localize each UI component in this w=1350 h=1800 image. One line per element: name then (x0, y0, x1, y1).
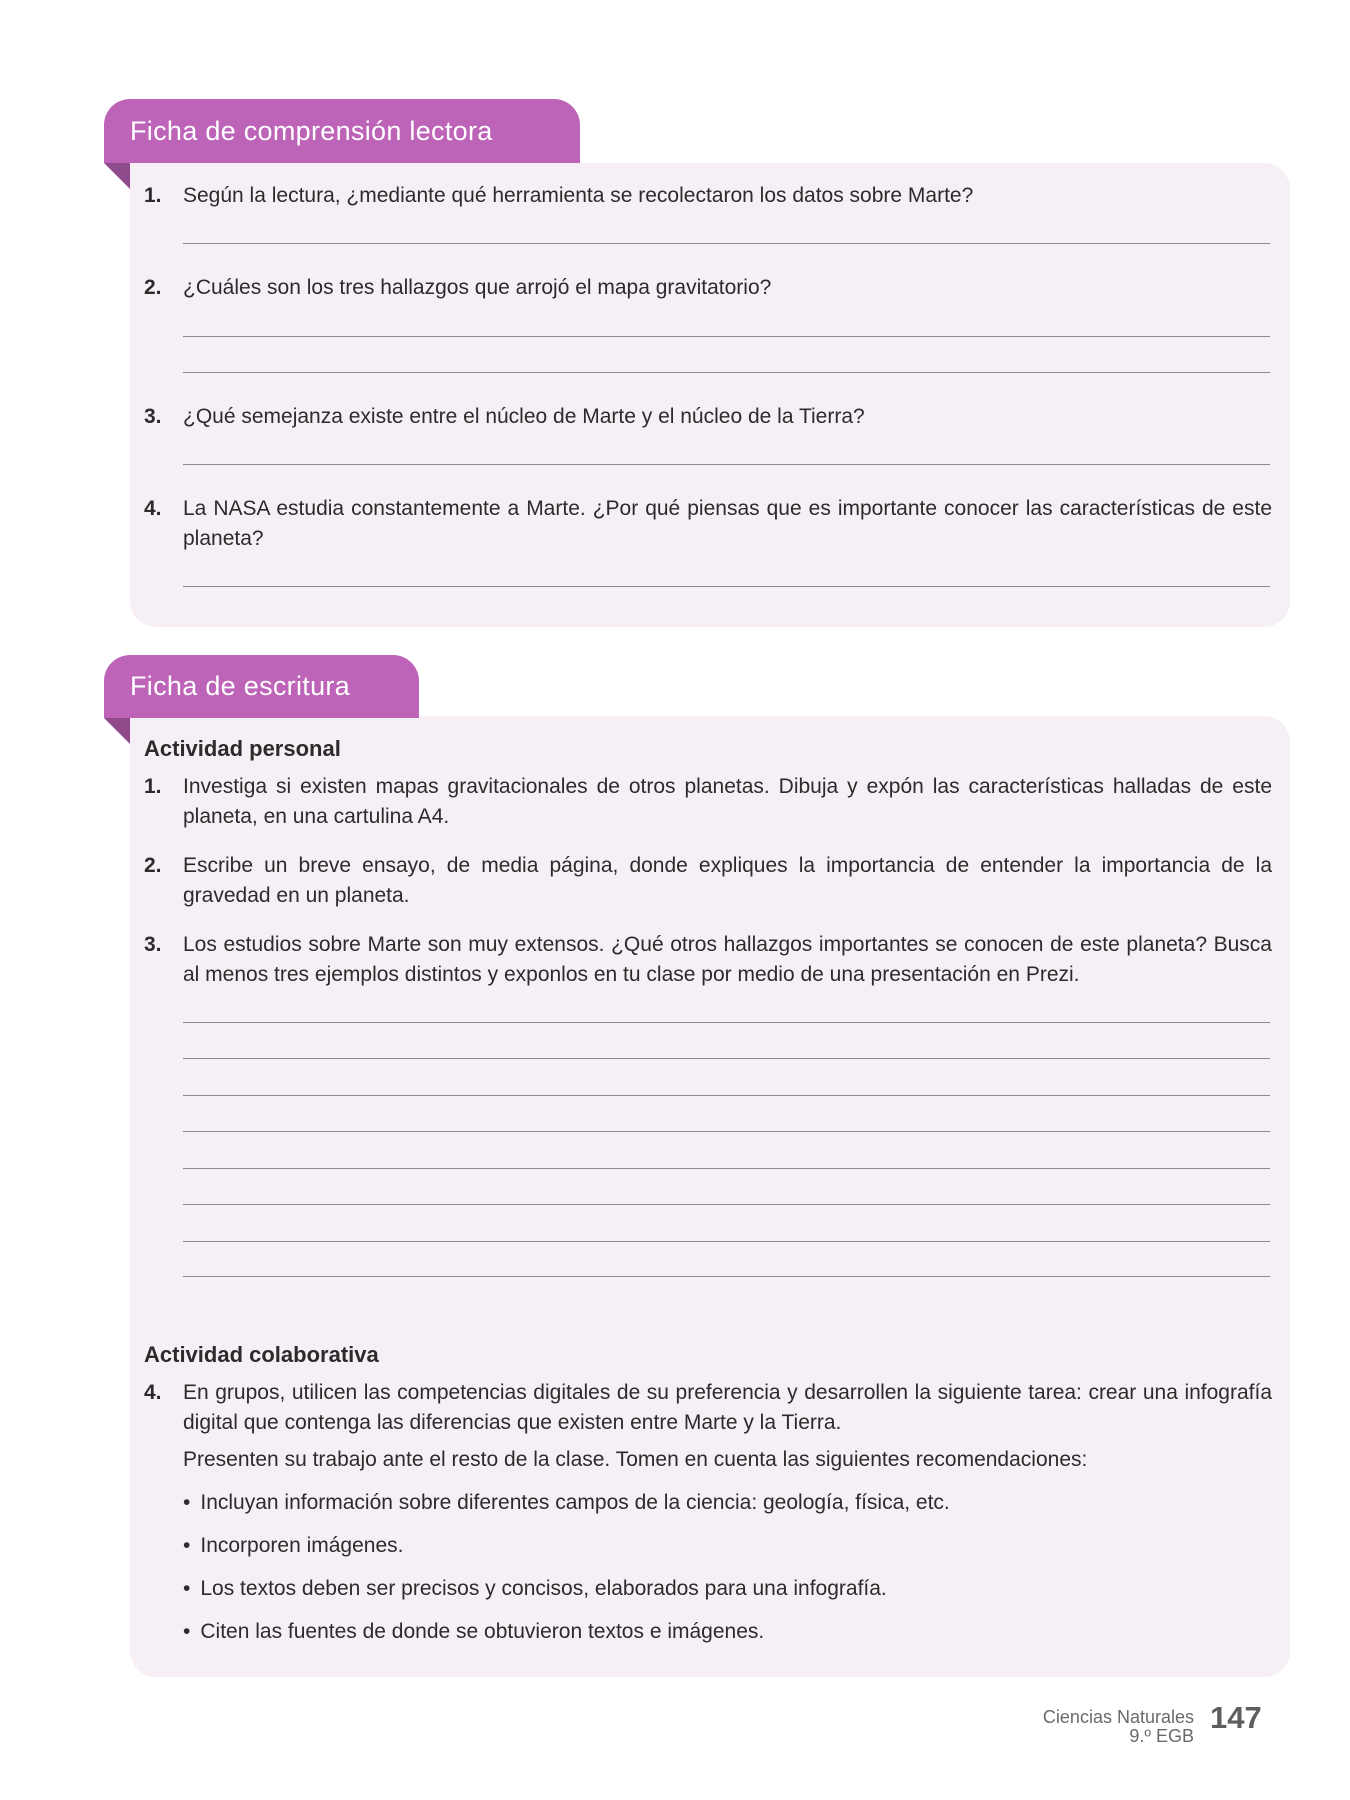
bullet-text: Incluyan información sobre diferentes campos de la ciencia: geología, física, etc. (200, 1491, 950, 1514)
answer-line[interactable] (183, 243, 1270, 244)
item-followup-text: Presenten su trabajo ante el resto de la clase. Tomen en cuenta las siguientes recomendaciones: (183, 1448, 1088, 1471)
answer-line[interactable] (183, 1241, 1270, 1242)
answer-line[interactable] (183, 586, 1270, 587)
bullet-icon: • (183, 1491, 191, 1514)
item-text: Investiga si existen mapas gravitacionales de otros planetas. Dibuja y expón las características halladas de este planeta, en una cartulina A4. (183, 775, 1272, 828)
reading-question-3 (144, 402, 1272, 432)
question-text: ¿Qué semejanza existe entre el núcleo de Marte y el núcleo de la Tierra? (183, 405, 865, 428)
writing-section-title: Ficha de escritura (104, 655, 419, 718)
footer-subject: Ciencias Naturales (1042, 1707, 1194, 1727)
reading-section-title: Ficha de comprensión lectora (104, 99, 580, 163)
answer-line[interactable] (183, 1276, 1270, 1277)
personal-item-3 (144, 930, 1272, 990)
item-text: En grupos, utilicen las competencias digitales de su preferencia y desarrollen la siguiente tarea: crear una infografía digital que contenga las diferencias que existen entre Marte y la Tierra. (183, 1381, 1272, 1434)
answer-line[interactable] (183, 1022, 1270, 1023)
answer-line[interactable] (183, 372, 1270, 373)
reading-question-4 (144, 494, 1272, 554)
bullet-icon: • (183, 1534, 191, 1557)
tab-fold-decoration (104, 718, 130, 744)
reading-question-1 (144, 181, 1272, 211)
answer-line[interactable] (183, 1168, 1270, 1169)
question-number: 2. (144, 276, 162, 299)
bullet-icon: • (183, 1620, 191, 1643)
reading-panel (130, 163, 1290, 627)
item-text: Escribe un breve ensayo, de media página, donde expliques la importancia de entender la importancia de la gravedad en un planeta. (183, 854, 1272, 907)
footer-grade: 9.º EGB (1129, 1726, 1194, 1746)
item-number: 4. (144, 1381, 162, 1404)
bullet-text: Incorporen imágenes. (200, 1534, 404, 1557)
tab-fold-decoration (104, 163, 130, 189)
answer-line[interactable] (183, 1131, 1270, 1132)
answer-line[interactable] (183, 1204, 1270, 1205)
question-text: ¿Cuáles son los tres hallazgos que arrojó el mapa gravitatorio? (183, 276, 772, 299)
answer-line[interactable] (183, 336, 1270, 337)
recommendation-bullet (183, 1531, 403, 1561)
answer-line[interactable] (183, 464, 1270, 465)
question-text: La NASA estudia constantemente a Marte. ¿Por qué piensas que es importante conocer las características de este planeta? (183, 497, 1272, 550)
answer-line[interactable] (183, 1058, 1270, 1059)
personal-item-2 (144, 851, 1272, 911)
recommendation-bullet (183, 1488, 950, 1518)
reading-question-2 (144, 273, 1272, 303)
question-number: 1. (144, 184, 162, 207)
question-text: Según la lectura, ¿mediante qué herramienta se recolectaron los datos sobre Marte? (183, 184, 974, 207)
page-number: 147 (1210, 1700, 1262, 1735)
question-number: 3. (144, 405, 162, 428)
collaborative-activity-heading: Actividad colaborativa (144, 1342, 379, 1367)
item-number: 3. (144, 933, 162, 956)
personal-activity-heading: Actividad personal (144, 736, 341, 761)
collaborative-item-4 (144, 1378, 1272, 1475)
recommendation-bullet (183, 1574, 887, 1604)
item-text: Los estudios sobre Marte son muy extensos. ¿Qué otros hallazgos importantes se conocen de este planeta? Busca al menos tres ejemplos distintos y exponlos en tu clase por medio de una presentación en Prezi. (183, 933, 1272, 986)
bullet-text: Citen las fuentes de donde se obtuvieron textos e imágenes. (200, 1620, 765, 1643)
bullet-text: Los textos deben ser precisos y concisos, elaborados para una infografía. (200, 1577, 887, 1600)
item-number: 1. (144, 775, 162, 798)
answer-line[interactable] (183, 1095, 1270, 1096)
personal-item-1 (144, 772, 1272, 832)
recommendation-bullet (183, 1617, 764, 1647)
bullet-icon: • (183, 1577, 191, 1600)
item-number: 2. (144, 854, 162, 877)
question-number: 4. (144, 497, 162, 520)
footer-book-info (1043, 1708, 1194, 1746)
